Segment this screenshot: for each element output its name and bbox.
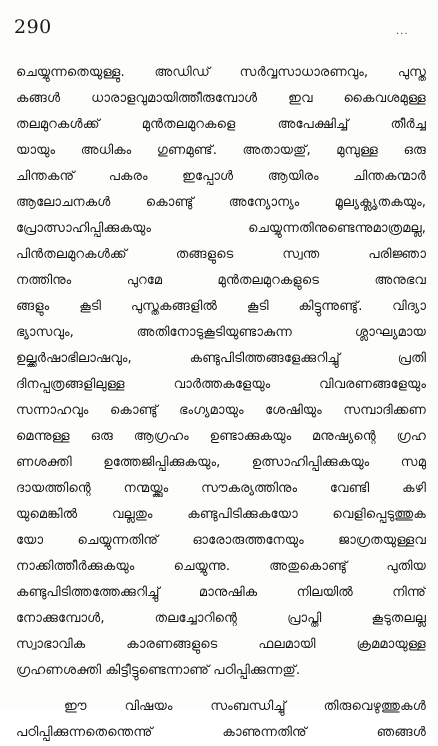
text-line: സന്നാഹവും കൊണ്ടു് ഭംഗ്യമായും ശേഷിയും സമ്പാദിക്കണ xyxy=(16,403,426,418)
text-line: ദിനപ്പത്രങ്ങളിലുള്ള വാർത്തകളേയും വിവരണങ്ങളേയും xyxy=(16,377,426,392)
text-line: ഭ്യാസവും, അതിനോടുകൂടിയുണ്ടാകുന്ന ശ്ലാഘ്യമായ xyxy=(16,325,426,340)
text-line: ഉല്ക്കർഷാഭിലാഷവും, കണ്ടുപിടിത്തങ്ങളേക്കുറിച്ചു് പ്രതി xyxy=(16,351,426,366)
text-line: യായും അധികം ഗുണമുണ്ട്. അതായതു്, മുമ്പുള്ള ഒരു xyxy=(16,143,426,158)
text-line: മെന്നുള്ള ഒരു ആഗ്രഹം ഉണ്ടാക്കുകയും മനുഷ്യന്റെ ഗ്രഹ xyxy=(16,429,426,444)
text-line: ഗ്രഹണശക്തി കിട്ടീട്ടുണ്ടെന്നാണു് പഠിപ്പിക്കുന്നതു്. xyxy=(16,663,301,678)
text-line: ങ്ങളും കൂടി പുസ്തകങ്ങളിൽ കൂടി കിട്ടുന്നുണ്ടു്. വിദ്യാ xyxy=(16,299,426,314)
text-line: നത്തിനും പുറമേ മുൻതലമുറകളുടെ അനുഭവ xyxy=(16,273,426,288)
text-line: സ്വാഭാവിക കാരണങ്ങളുടെ ഫലമായി ക്രമമായുള്ള xyxy=(16,637,426,652)
text-line: പഠിപ്പിക്കുന്നതെന്തെന്നു് കാണുന്നതിനു് ഞങ്ങൾ xyxy=(16,725,426,740)
page-number: 290 xyxy=(14,16,52,38)
text-line: പ്രോത്സാഹിപ്പിക്കുകയും ചെയ്യുന്നതിനുണ്ടെന്നുമാത്രമല്ല, xyxy=(16,221,426,236)
text-line: ചിന്തകനു് പകരം ഇപ്പോൾ ആയിരം ചിന്തകന്മാർ xyxy=(16,169,426,184)
text-line: തലമുറകൾക്ക് മുൻതലമുറകളെ അപേക്ഷിച്ച് തീർച്ച xyxy=(16,117,426,132)
text-line: ഈ വിഷയം സംബന്ധിച്ചു് തിരുവെഴുത്തുകൾ xyxy=(64,699,426,714)
text-line: നോക്കുമ്പോൾ, തലച്ചോറിന്റെ പ്രാപ്തി കൂടുതലല്ല xyxy=(16,611,426,626)
text-line: കണ്ടുപിടിത്തത്തേക്കുറിച്ചു് മാനുഷിക നിലയിൽ നിന്നു് xyxy=(16,585,426,600)
text-line: നാക്കിത്തീർക്കുകയും ചെയ്യുന്നു. അതുകൊണ്ടു് പുതിയ xyxy=(16,559,426,574)
text-line: കങ്ങൾ ധാരാളവുമായിത്തീരുമ്പോൾ ഇവ കൈവശമുള്ള xyxy=(16,91,426,106)
header-mark: ... xyxy=(396,26,409,37)
text-line: യുമെങ്കിൽ വല്ലതും കണ്ടുപിടിക്കുകയോ വെളിപ്പെടുത്തുക xyxy=(16,507,426,522)
text-line: ചെയ്യുന്നതെയുള്ളു. അഡിഡ്‌ സർവ്വസാധാരണവും, പുസ്ത xyxy=(16,65,426,80)
text-line: പിൻതലമുറകൾക്ക് തങ്ങളുടെ സ്വന്ത പരിജ്ഞാ xyxy=(16,247,426,262)
text-line: ണശക്തി ഉത്തേജിപ്പിക്കുകയും, ഉത്സാഹിപ്പിക്കുകയും സമു xyxy=(16,455,426,470)
text-line: യോ ചെയ്യുന്നതിനു് ഓരോരുത്തനേയും ജാഗ്രതയുള്ളവ xyxy=(16,533,426,548)
text-line: ആലോചനകൾ കൊണ്ടു് അന്യോന്യം മൂല്യക്ലൃതകയും, xyxy=(16,195,426,210)
text-line: ദായത്തിന്റെ നന്മയ്ക്കും സൗകര്യത്തിനും വേണ്ടി കഴി xyxy=(16,481,426,496)
